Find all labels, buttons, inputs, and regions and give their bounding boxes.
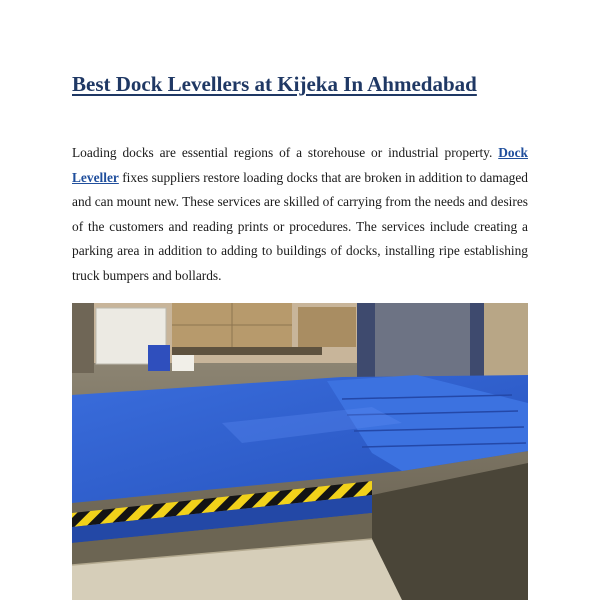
carton-stack-2 [298,307,356,347]
left-pillar [72,303,94,373]
intro-paragraph [72,141,528,288]
paragraph-text-start: Loading docks are essential regions of a storehouse or industrial property. [72,145,499,160]
dock-leveller-illustration [72,303,528,600]
paragraph-text-end: fixes suppliers restore loading docks that are broken in addition to damaged and can mount new. These services are skilled of carrying from the needs and desires of the customers and reading prints or procedures. The services include creating a parking area in addition to adding to buildings of docks, installing ripe establishing truck bumpers and bollards. [72,169,528,283]
blue-bucket [148,345,170,371]
dock-leveller-link[interactable]: Dock Leveller [72,145,528,185]
dock-leveller-photo [72,303,528,600]
document-title: Best Dock Levellers at Kijeka In Ahmedabad [72,72,477,96]
pallet [172,347,322,355]
